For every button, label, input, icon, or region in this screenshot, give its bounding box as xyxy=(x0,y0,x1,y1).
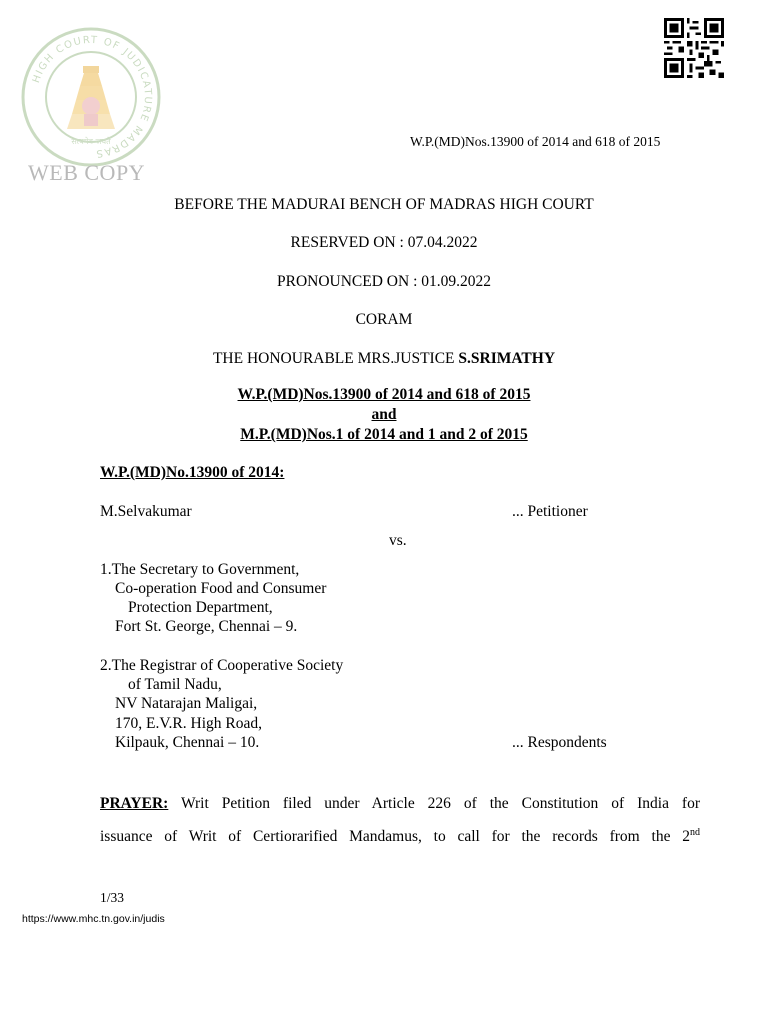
source-url: https://www.mhc.tn.gov.in/judis xyxy=(22,913,165,925)
judge-line xyxy=(0,350,768,368)
prayer-sup: nd xyxy=(690,827,700,838)
petitioner-name: M.Selvakumar xyxy=(100,503,192,520)
high-court-emblem-icon xyxy=(20,26,162,168)
case-numbers-line-3: M.P.(MD)Nos.1 of 2014 and 1 and 2 of 2015 xyxy=(240,426,528,443)
respondent-1-line: 1.The Secretary to Government, xyxy=(100,561,300,578)
case-numbers-line-1: W.P.(MD)Nos.13900 of 2014 and 618 of 2015 xyxy=(237,386,531,403)
petition-heading: W.P.(MD)No.13900 of 2014: xyxy=(100,464,285,481)
respondent-2-line: NV Natarajan Maligai, xyxy=(115,695,258,712)
prayer-label: PRAYER: xyxy=(100,795,169,812)
judge-prefix: THE HONOURABLE MRS.JUSTICE xyxy=(212,350,459,367)
prayer-text-1: Writ Petition filed under Article 226 of the Constitution of India for xyxy=(168,795,700,812)
court-heading: BEFORE THE MADURAI BENCH OF MADRAS HIGH COURT xyxy=(174,196,594,213)
page-number: 1/33 xyxy=(100,890,125,905)
prayer-paragraph xyxy=(100,789,700,851)
header-case-reference: W.P.(MD)Nos.13900 of 2014 and 618 of 2015 xyxy=(410,134,661,149)
respondent-2-line: 170, E.V.R. High Road, xyxy=(115,715,262,732)
respondents-role: ... Respondents xyxy=(512,734,607,751)
versus: vs. xyxy=(389,532,407,549)
emblem-ring-text: HIGH COURT OF JUDICATURE MADRAS xyxy=(30,34,154,159)
respondent-1-line: Fort St. George, Chennai – 9. xyxy=(115,618,298,635)
coram-heading: CORAM xyxy=(355,311,413,328)
emblem-motto: सत्यमेव जयते xyxy=(71,137,111,146)
case-numbers-line-2: and xyxy=(371,406,397,423)
respondent-2-line: of Tamil Nadu, xyxy=(128,676,222,693)
judge-name: S.SRIMATHY xyxy=(458,350,556,367)
prayer-text-2: issuance of Writ of Certiorarified Mandamus, to call for the records from the 2 xyxy=(100,828,690,846)
qr-code-icon xyxy=(664,18,724,78)
petitioner-role: ... Petitioner xyxy=(512,503,588,520)
respondent-2-line: Kilpauk, Chennai – 10. xyxy=(115,734,260,751)
respondent-2-line: 2.The Registrar of Cooperative Society xyxy=(100,657,344,674)
respondent-1-line: Co-operation Food and Consumer xyxy=(115,580,327,597)
reserved-on: RESERVED ON : 07.04.2022 xyxy=(290,234,478,251)
respondent-1-line: Protection Department, xyxy=(128,599,273,616)
pronounced-on: PRONOUNCED ON : 01.09.2022 xyxy=(277,273,491,290)
web-copy-watermark: WEB COPY xyxy=(28,160,146,185)
